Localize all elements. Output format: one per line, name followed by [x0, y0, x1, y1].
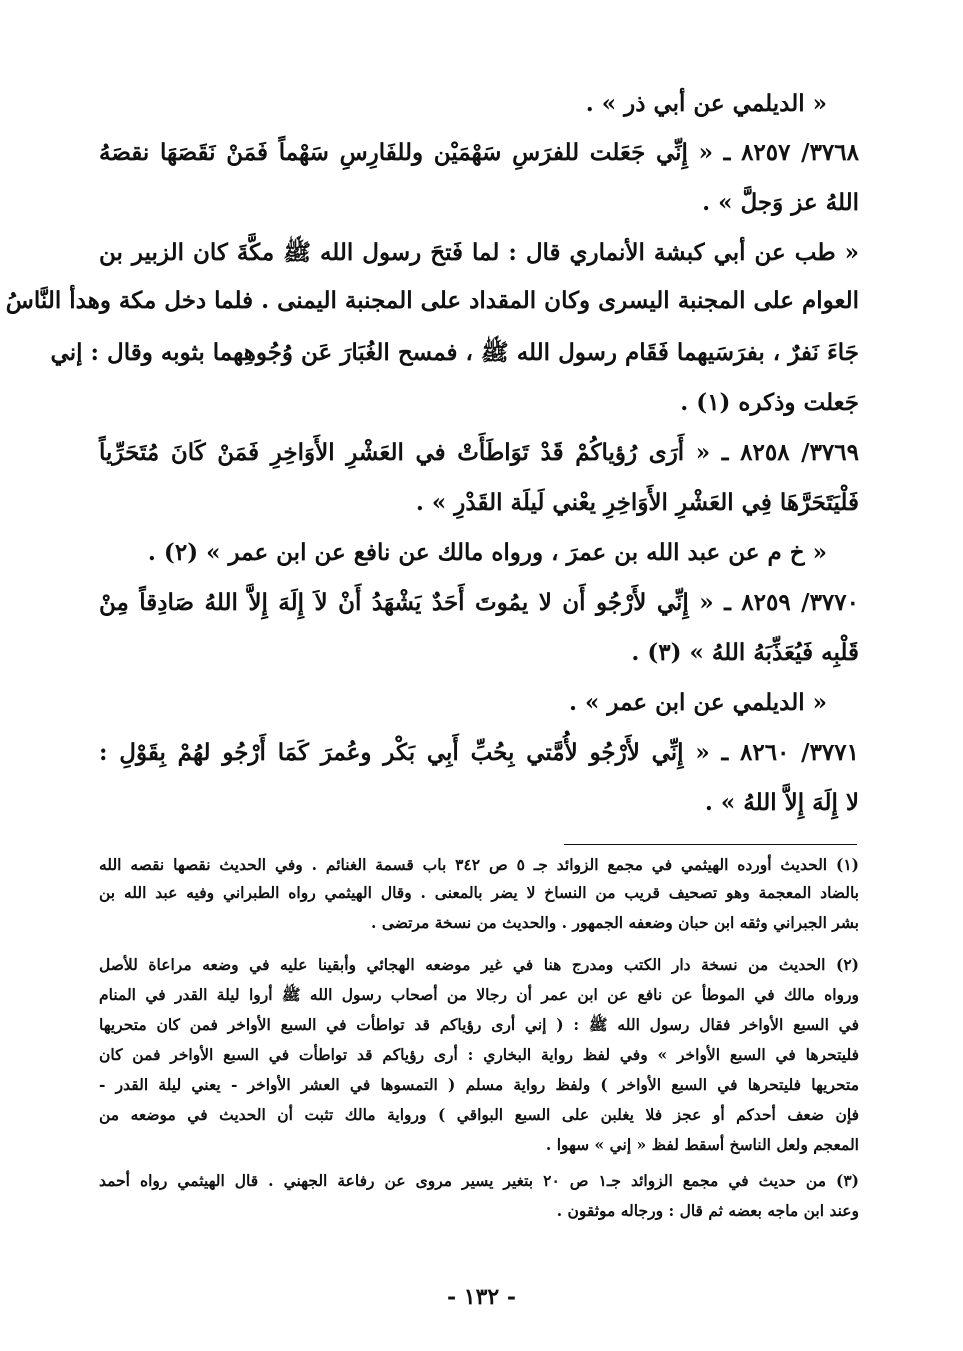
- text-line-source: « الديلمي عن ابن عمر » .: [569, 689, 827, 716]
- footnote-1-line-3: بشر الجبراني وثقه ابن حبان وضعفه الجمهور . والحديث من نسخة مرتضى .: [371, 913, 859, 932]
- hadith-3771-line-1: ٣٧٧١/ ٨٢٦٠ ـ « إِنِّي لأَرْجُو لأُمَّتي بِحُبِّ أَبِي بَكْر وعُمرَ كَمَا أَرْجُو لهُمْ بِقَوْلِ :: [99, 739, 859, 766]
- footnote-3-line-2: وعند ابن ماجه بعضه ثم قال : ورجاله موثقون .: [556, 1201, 859, 1220]
- footnote-2-line-6: فإن ضعف أحدكم أو عجز فلا يغلبن على السبع البواقي ) ورواية مالك تثبت أن الحديث في موضعه من: [99, 1105, 859, 1124]
- footnote-1-line-2: بالضاد المعجمة وهو تصحيف قريب من النساخ لا يضر بالمعنى . وقال الهيثمي رواه الطبراني وفيه عبد الله بن: [99, 883, 859, 902]
- hadith-3768-line-2: اللهُ عز وَجلَّ » .: [702, 189, 859, 216]
- hadith-3771-line-2: لا إِلَهَ إِلاَّ اللهُ » .: [704, 789, 859, 816]
- takhrij-line-1: « طب عن أبي كبشة الأنماري قال : لما فَتحَ رسول الله ﷺ مكَّةَ كان الزبير بن: [99, 239, 859, 266]
- footnote-2-line-1: (٢) الحديث من نسخة دار الكتب ومدرج هنا في غير موضعه الهجائي وأبقينا عليه في وضعه مراعاة للأصل: [99, 955, 859, 974]
- text-line-source: « الديلمي عن أبي ذر » .: [585, 90, 827, 117]
- footnote-2-line-7: المعجم ولعل الناسخ أسقط لفظ « إني » سهوا .: [545, 1135, 859, 1154]
- hadith-3769-line-1: ٣٧٦٩/ ٨٢٥٨ ـ « أَرَى رُؤياكُمْ قَدْ تَوَاطَأَتْ في العَشْرِ الأَوَاخِرِ فَمَنْ كَانَ مُتَحَرِّياً: [99, 439, 859, 466]
- takhrij-line-4: جَعلت وذكره (١) .: [680, 389, 859, 416]
- footnote-2-line-4: فليتحرها في السبع الأواخر » وفي لفظ رواية البخاري : أرى رؤياكم قد تواطأت في السبع الأواخر فمن كان: [99, 1045, 859, 1064]
- footnote-2-line-2: ورواه مالك في الموطأ عن نافع عن ابن عمر أن رجالا من أصحاب رسول الله ﷺ أروا ليلة القدر في المنام: [99, 985, 859, 1004]
- hadith-3770-line-2: قَلْبِه فَيُعَذِّبَهُ اللهُ » (٣) .: [631, 639, 859, 666]
- takhrij-line-3: جَاءَ نَفرٌ ، بفرَسَيهما فَقَام رسول الله ﷺ ، فمسح الغُبَارَ عَن وُجُوهِهما بثوبه وقال : إني: [50, 339, 859, 366]
- footnote-2-line-3: في السبع الأواخر فقال رسول الله ﷺ : ( إني أرى رؤياكم قد تواطأت في السبع الأواخر فمن كان متحريها: [99, 1015, 859, 1034]
- takhrij-line-2: العوام على المجنبة اليسرى وكان المقداد على المجنبة اليمنى . فلما دخل مكة وهدأ النَّاسُ: [5, 287, 859, 314]
- text-line-source: « خ م عن عبد الله بن عمرَ ، ورواه مالك عن نافع عن ابن عمر » (٢) .: [147, 539, 827, 566]
- hadith-3768-line-1: ٣٧٦٨/ ٨٢٥٧ ـ « إِنِّي جَعَلت للفرَسِ سَهْمَيْن وللفَارِسِ سَهْماً فَمَنْ نَقَصَهَا نقصَهُ: [99, 139, 859, 166]
- footnote-1-line-1: (١) الحديث أورده الهيثمي في مجمع الزوائد جـ ٥ ص ٣٤٢ باب قسمة الغنائم . وفي الحديث نقصها نقصه الله: [99, 855, 859, 874]
- footnote-2-line-5: متحريها فليتحرها في السبع الأواخر ) ولفظ رواية مسلم ( التمسوها في العشر الأواخر - يعني ليلة القدر -: [99, 1075, 859, 1094]
- footnote-3-line-1: (٣) من حديث في مجمع الزوائد جـ١ ص ٢٠ بتغير يسير مروى عن رفاعة الجهني . قال الهيثمي رواه أحمد: [99, 1171, 860, 1190]
- hadith-3769-line-2: فَلْيَتَحَرَّهَا فِي العَشْرِ الأَوَاخِرِ يعْني لَيلَة القَدْرِ » .: [415, 489, 859, 516]
- hadith-3770-line-1: ٣٧٧٠/ ٨٢٥٩ ـ « إِنِّي لأَرْجُو أَن لا يمُوتَ أَحَدٌ يَشْهَدُ أَنْ لاَ إِلَهَ إِلاَّ اللهُ صَادِقاً مِنْ: [99, 589, 859, 616]
- footnote-separator: [564, 844, 857, 845]
- page-number: - ١٣٢ -: [446, 1284, 517, 1310]
